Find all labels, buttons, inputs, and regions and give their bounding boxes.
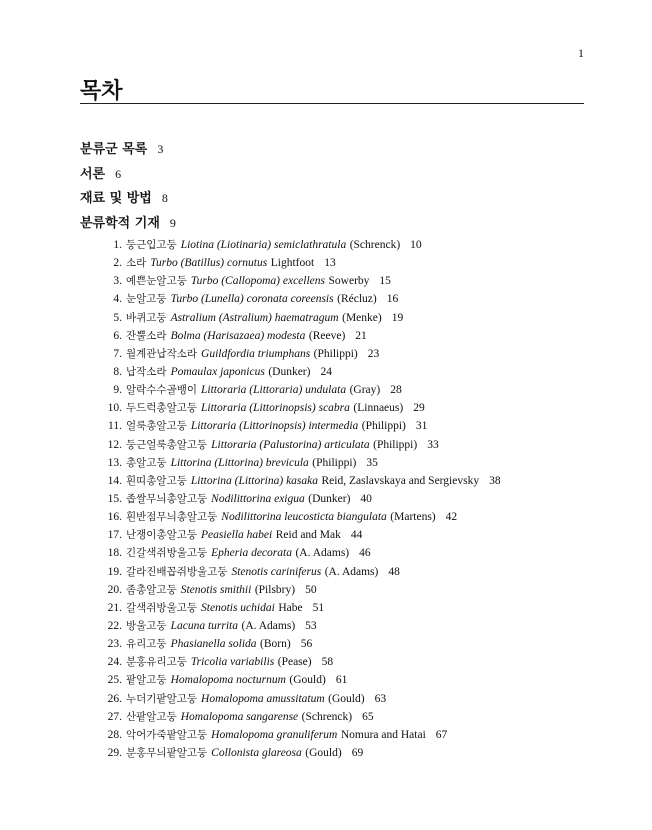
toc-sections	[80, 136, 176, 234]
korean-name: 갈라진배꼽쥐방울고둥	[126, 565, 228, 578]
entry-page: 69	[351, 746, 364, 759]
scientific-name: Homalopoma amussitatum	[201, 692, 325, 705]
entry-page: 35	[366, 456, 378, 469]
entry-number: 14.	[107, 474, 122, 487]
entry-page: 61	[335, 674, 348, 687]
toc-entry[interactable]	[0, 436, 652, 454]
korean-name: 둥근입고둥	[126, 239, 177, 251]
entry-page: 44	[350, 529, 363, 542]
entry-body	[126, 436, 439, 454]
entry-number: 12.	[107, 438, 122, 451]
toc-entry[interactable]	[0, 327, 652, 345]
entry-body	[126, 635, 312, 653]
toc-entry[interactable]	[0, 653, 652, 671]
toc-section[interactable]	[80, 161, 176, 186]
korean-name: 분홍유리고둥	[126, 656, 187, 669]
entry-page: 67	[435, 728, 448, 741]
korean-name: 흰반점무늬총알고둥	[126, 511, 218, 524]
korean-name: 흰띠총알고둥	[126, 474, 187, 487]
entry-page: 31	[415, 420, 428, 433]
toc-entry[interactable]	[0, 472, 652, 490]
entry-body	[126, 617, 317, 635]
toc-entry[interactable]	[0, 599, 652, 617]
entry-page: 51	[312, 601, 325, 614]
toc-entry[interactable]	[0, 272, 652, 290]
scientific-name: Bolma (Harisazaea) modesta	[170, 329, 306, 342]
author-name: (Gould)	[305, 746, 342, 759]
entry-body	[126, 508, 457, 526]
toc-entry[interactable]	[0, 744, 652, 762]
entry-body	[126, 417, 427, 435]
section-label: 서론	[80, 166, 106, 182]
toc-entry[interactable]	[0, 381, 652, 399]
section-page: 3	[157, 142, 164, 156]
entry-page: 40	[360, 492, 372, 505]
entry-body	[126, 290, 398, 308]
korean-name: 악어가죽팥알고둥	[126, 728, 208, 741]
korean-name: 유리고둥	[126, 638, 167, 651]
entry-body	[126, 599, 324, 617]
korean-name: 알락수수골뱅이	[126, 384, 198, 397]
toc-entry[interactable]	[0, 290, 652, 308]
entry-number: 23.	[107, 638, 122, 651]
entry-page: 23	[367, 347, 380, 360]
toc-entry[interactable]	[0, 544, 652, 562]
scientific-name: Epheria decorata	[211, 547, 292, 560]
entry-number: 28.	[107, 728, 122, 741]
scientific-name: Turbo (Lunella) coronata coreensis	[170, 293, 334, 306]
scientific-name: Stenotis smithii	[180, 583, 252, 596]
author-name: (Philippi)	[313, 347, 358, 360]
author-name: (Schrenck)	[301, 710, 353, 723]
scientific-name: Peasiella habei	[201, 529, 273, 542]
entry-page: 65	[362, 710, 374, 723]
entry-number: 25.	[107, 674, 122, 687]
scientific-name: Nodilittorina leucosticta biangulata	[221, 511, 387, 524]
entry-number: 21.	[107, 601, 122, 614]
section-label: 분류학적 기재	[80, 215, 160, 231]
scientific-name: Guildfordia triumphans	[201, 347, 311, 360]
author-name: Reid, Zaslavskaya and Sergievsky	[321, 474, 480, 487]
toc-entry[interactable]	[0, 417, 652, 435]
scientific-name: Phasianella solida	[170, 638, 257, 651]
author-name: (Menke)	[342, 311, 382, 324]
entry-body	[126, 472, 501, 490]
entry-body	[126, 563, 400, 581]
entry-body	[126, 254, 336, 272]
entry-number: 20.	[107, 583, 122, 596]
entry-body	[126, 653, 333, 671]
scientific-name: Littoraria (Palustorina) articulata	[211, 438, 370, 451]
entry-page: 42	[445, 511, 458, 524]
section-page: 6	[115, 166, 122, 181]
korean-name: 잔뿔소라	[126, 329, 167, 342]
scientific-name: Collonista glareosa	[211, 746, 302, 759]
author-name: (Gould)	[289, 674, 326, 687]
entry-number: 16.	[107, 511, 122, 524]
scientific-name: Littorina (Littorina) brevicula	[170, 456, 309, 469]
entry-number: 11.	[108, 420, 122, 433]
entry-page: 13	[324, 257, 336, 270]
toc-entry[interactable]	[0, 690, 652, 708]
entry-page: 16	[386, 293, 399, 306]
entry-page: 63	[374, 692, 387, 705]
author-name: (Dunker)	[308, 492, 351, 505]
entry-body	[126, 671, 347, 689]
toc-entry[interactable]	[0, 508, 652, 526]
korean-name: 바퀴고둥	[126, 311, 167, 324]
page-title: 목차	[80, 79, 123, 104]
author-name: (Philippi)	[361, 420, 406, 433]
entry-page: 15	[379, 275, 391, 288]
scientific-name: Pomaulax japonicus	[170, 365, 265, 378]
toc-entry[interactable]	[0, 671, 652, 689]
entry-body	[126, 526, 362, 544]
section-label: 분류군 목록	[80, 142, 148, 157]
entry-number: 6.	[113, 329, 122, 342]
author-name: (Philippi)	[312, 456, 357, 469]
entry-page: 58	[321, 656, 334, 669]
korean-name: 좀총알고둥	[126, 583, 177, 596]
korean-name: 산팥알고둥	[126, 710, 177, 723]
author-name: Habe	[278, 601, 303, 614]
korean-name: 분홍무늬팥알고둥	[126, 746, 208, 759]
entry-page: 50	[305, 583, 317, 596]
scientific-name: Turbo (Callopoma) excellens	[190, 275, 326, 288]
scientific-name: Homalopoma granuliferum	[211, 728, 338, 741]
scientific-name: Littorina (Littorina) kasaka	[190, 474, 319, 487]
toc-entry[interactable]	[0, 454, 652, 472]
entry-number: 17.	[107, 529, 122, 542]
entry-page: 48	[388, 565, 400, 578]
entry-number: 22.	[107, 619, 122, 632]
entry-body	[126, 454, 378, 472]
toc-entry[interactable]	[0, 236, 652, 254]
entry-number: 8.	[113, 365, 122, 378]
scientific-name: Turbo (Batillus) cornutus	[150, 257, 268, 270]
scientific-name: Homalopoma sangarense	[180, 710, 299, 723]
author-name: (A. Adams)	[295, 547, 350, 560]
entry-body	[126, 744, 363, 762]
entry-number: 29.	[107, 746, 122, 759]
entry-number: 1.	[113, 239, 122, 251]
korean-name: 좁쌀무늬총알고둥	[126, 492, 208, 505]
entry-page: 29	[413, 402, 425, 415]
scientific-name: Nodilittorina exigua	[211, 492, 305, 505]
entry-body	[126, 581, 317, 599]
entry-body	[126, 708, 374, 726]
author-name: (A. Adams)	[241, 619, 296, 632]
toc-entry[interactable]	[0, 581, 652, 599]
korean-name: 두드럭총알고둥	[126, 402, 198, 415]
author-name: (Philippi)	[373, 438, 418, 451]
korean-name: 소라	[126, 257, 147, 270]
author-name: (Linnaeus)	[353, 402, 404, 415]
toc-entry[interactable]	[0, 399, 652, 417]
author-name: (A. Adams)	[324, 565, 379, 578]
entry-body	[126, 236, 422, 254]
korean-name: 방울고둥	[126, 619, 167, 632]
toc-entry[interactable]	[0, 309, 652, 327]
toc-section[interactable]	[80, 210, 176, 235]
entry-page: 56	[300, 638, 313, 651]
korean-name: 총알고둥	[126, 456, 167, 469]
toc-entry[interactable]	[0, 726, 652, 744]
scientific-name: Littoraria (Littoraria) undulata	[201, 384, 347, 397]
korean-name: 월계관납작소라	[126, 347, 198, 360]
entry-body	[126, 309, 403, 327]
entry-page: 28	[390, 384, 402, 397]
scientific-name: Liotina (Liotinaria) semiclathratula	[180, 239, 347, 251]
entry-page: 19	[391, 311, 404, 324]
entry-body	[126, 690, 386, 708]
author-name: (Schrenck)	[349, 239, 401, 251]
entry-page: 24	[320, 365, 332, 378]
entry-body	[126, 272, 391, 290]
scientific-name: Littoraria (Littorinopsis) intermedia	[190, 420, 359, 433]
korean-name: 예쁜눈알고둥	[126, 275, 187, 288]
korean-name: 긴갈색쥐방울고둥	[126, 547, 208, 560]
entry-body	[126, 490, 372, 508]
korean-name: 누더기팥알고둥	[126, 692, 198, 705]
author-name: Reid and Mak	[275, 529, 341, 542]
entry-number: 13.	[107, 456, 122, 469]
author-name: (Pilsbry)	[254, 583, 296, 596]
korean-name: 둥근얼룩총알고둥	[126, 438, 208, 451]
entry-number: 7.	[113, 347, 122, 360]
korean-name: 얼룩총알고둥	[126, 420, 187, 433]
entry-number: 24.	[107, 656, 122, 669]
author-name: Sowerby	[328, 275, 370, 288]
section-page: 8	[161, 191, 168, 205]
entry-page: 33	[427, 438, 439, 451]
page-number: 1	[578, 46, 584, 60]
entry-number: 18.	[107, 547, 122, 560]
entry-body	[126, 363, 332, 381]
toc-entry[interactable]	[0, 526, 652, 544]
entry-body	[126, 381, 402, 399]
entry-number: 15.	[107, 492, 122, 505]
author-name: Nomura and Hatai	[340, 728, 426, 741]
author-name: (Gould)	[328, 692, 365, 705]
entry-number: 3.	[113, 275, 122, 288]
toc-entry-list	[0, 236, 652, 762]
toc-entry[interactable]	[0, 617, 652, 635]
entry-page: 53	[305, 619, 317, 632]
entry-body	[126, 327, 367, 345]
korean-name: 난쟁이총알고둥	[126, 529, 198, 542]
author-name: Lightfoot	[270, 257, 315, 270]
toc-entry[interactable]	[0, 490, 652, 508]
korean-name: 납작소라	[126, 365, 167, 378]
entry-page: 46	[359, 547, 371, 560]
toc-entry[interactable]	[0, 363, 652, 381]
entry-body	[126, 544, 371, 562]
korean-name: 눈알고둥	[126, 293, 167, 306]
entry-body	[126, 345, 379, 363]
scientific-name: Tricolia variabilis	[190, 656, 275, 669]
author-name: (Gray)	[349, 384, 381, 397]
entry-number: 5.	[113, 311, 122, 324]
toc-entry[interactable]	[0, 254, 652, 272]
korean-name: 팥알고둥	[126, 674, 167, 687]
author-name: (Reeve)	[308, 329, 346, 342]
author-name: (Pease)	[277, 656, 312, 669]
korean-name: 갈색쥐방울고둥	[126, 601, 198, 614]
author-name: (Martens)	[390, 511, 436, 524]
toc-section[interactable]	[80, 185, 176, 210]
author-name: (Récluz)	[337, 293, 377, 306]
scientific-name: Stenotis uchidai	[201, 601, 275, 614]
toc-entry[interactable]	[0, 635, 652, 653]
author-name: (Born)	[260, 638, 291, 651]
scientific-name: Stenotis cariniferus	[231, 565, 322, 578]
scientific-name: Littoraria (Littorinopsis) scabra	[201, 402, 350, 415]
section-page: 9	[169, 215, 176, 230]
entry-number: 4.	[113, 293, 122, 306]
entry-number: 27.	[107, 710, 122, 723]
entry-body	[126, 726, 447, 744]
entry-page: 38	[489, 474, 501, 487]
entry-number: 2.	[113, 257, 122, 270]
scientific-name: Lacuna turrita	[170, 619, 238, 632]
scientific-name: Astralium (Astralium) haematragum	[170, 311, 339, 324]
entry-page: 10	[410, 239, 422, 251]
author-name: (Dunker)	[268, 365, 311, 378]
entry-body	[126, 399, 425, 417]
toc-entry[interactable]	[0, 345, 652, 363]
entry-number: 19.	[107, 565, 122, 578]
section-label: 재료 및 방법	[80, 191, 152, 206]
toc-section[interactable]	[80, 136, 176, 161]
entry-number: 9.	[113, 384, 122, 397]
title-rule	[80, 103, 584, 104]
entry-number: 26.	[107, 692, 122, 705]
entry-number: 10.	[107, 402, 122, 415]
toc-entry[interactable]	[0, 708, 652, 726]
scientific-name: Homalopoma nocturnum	[170, 674, 286, 687]
entry-page: 21	[355, 329, 367, 342]
toc-entry[interactable]	[0, 563, 652, 581]
